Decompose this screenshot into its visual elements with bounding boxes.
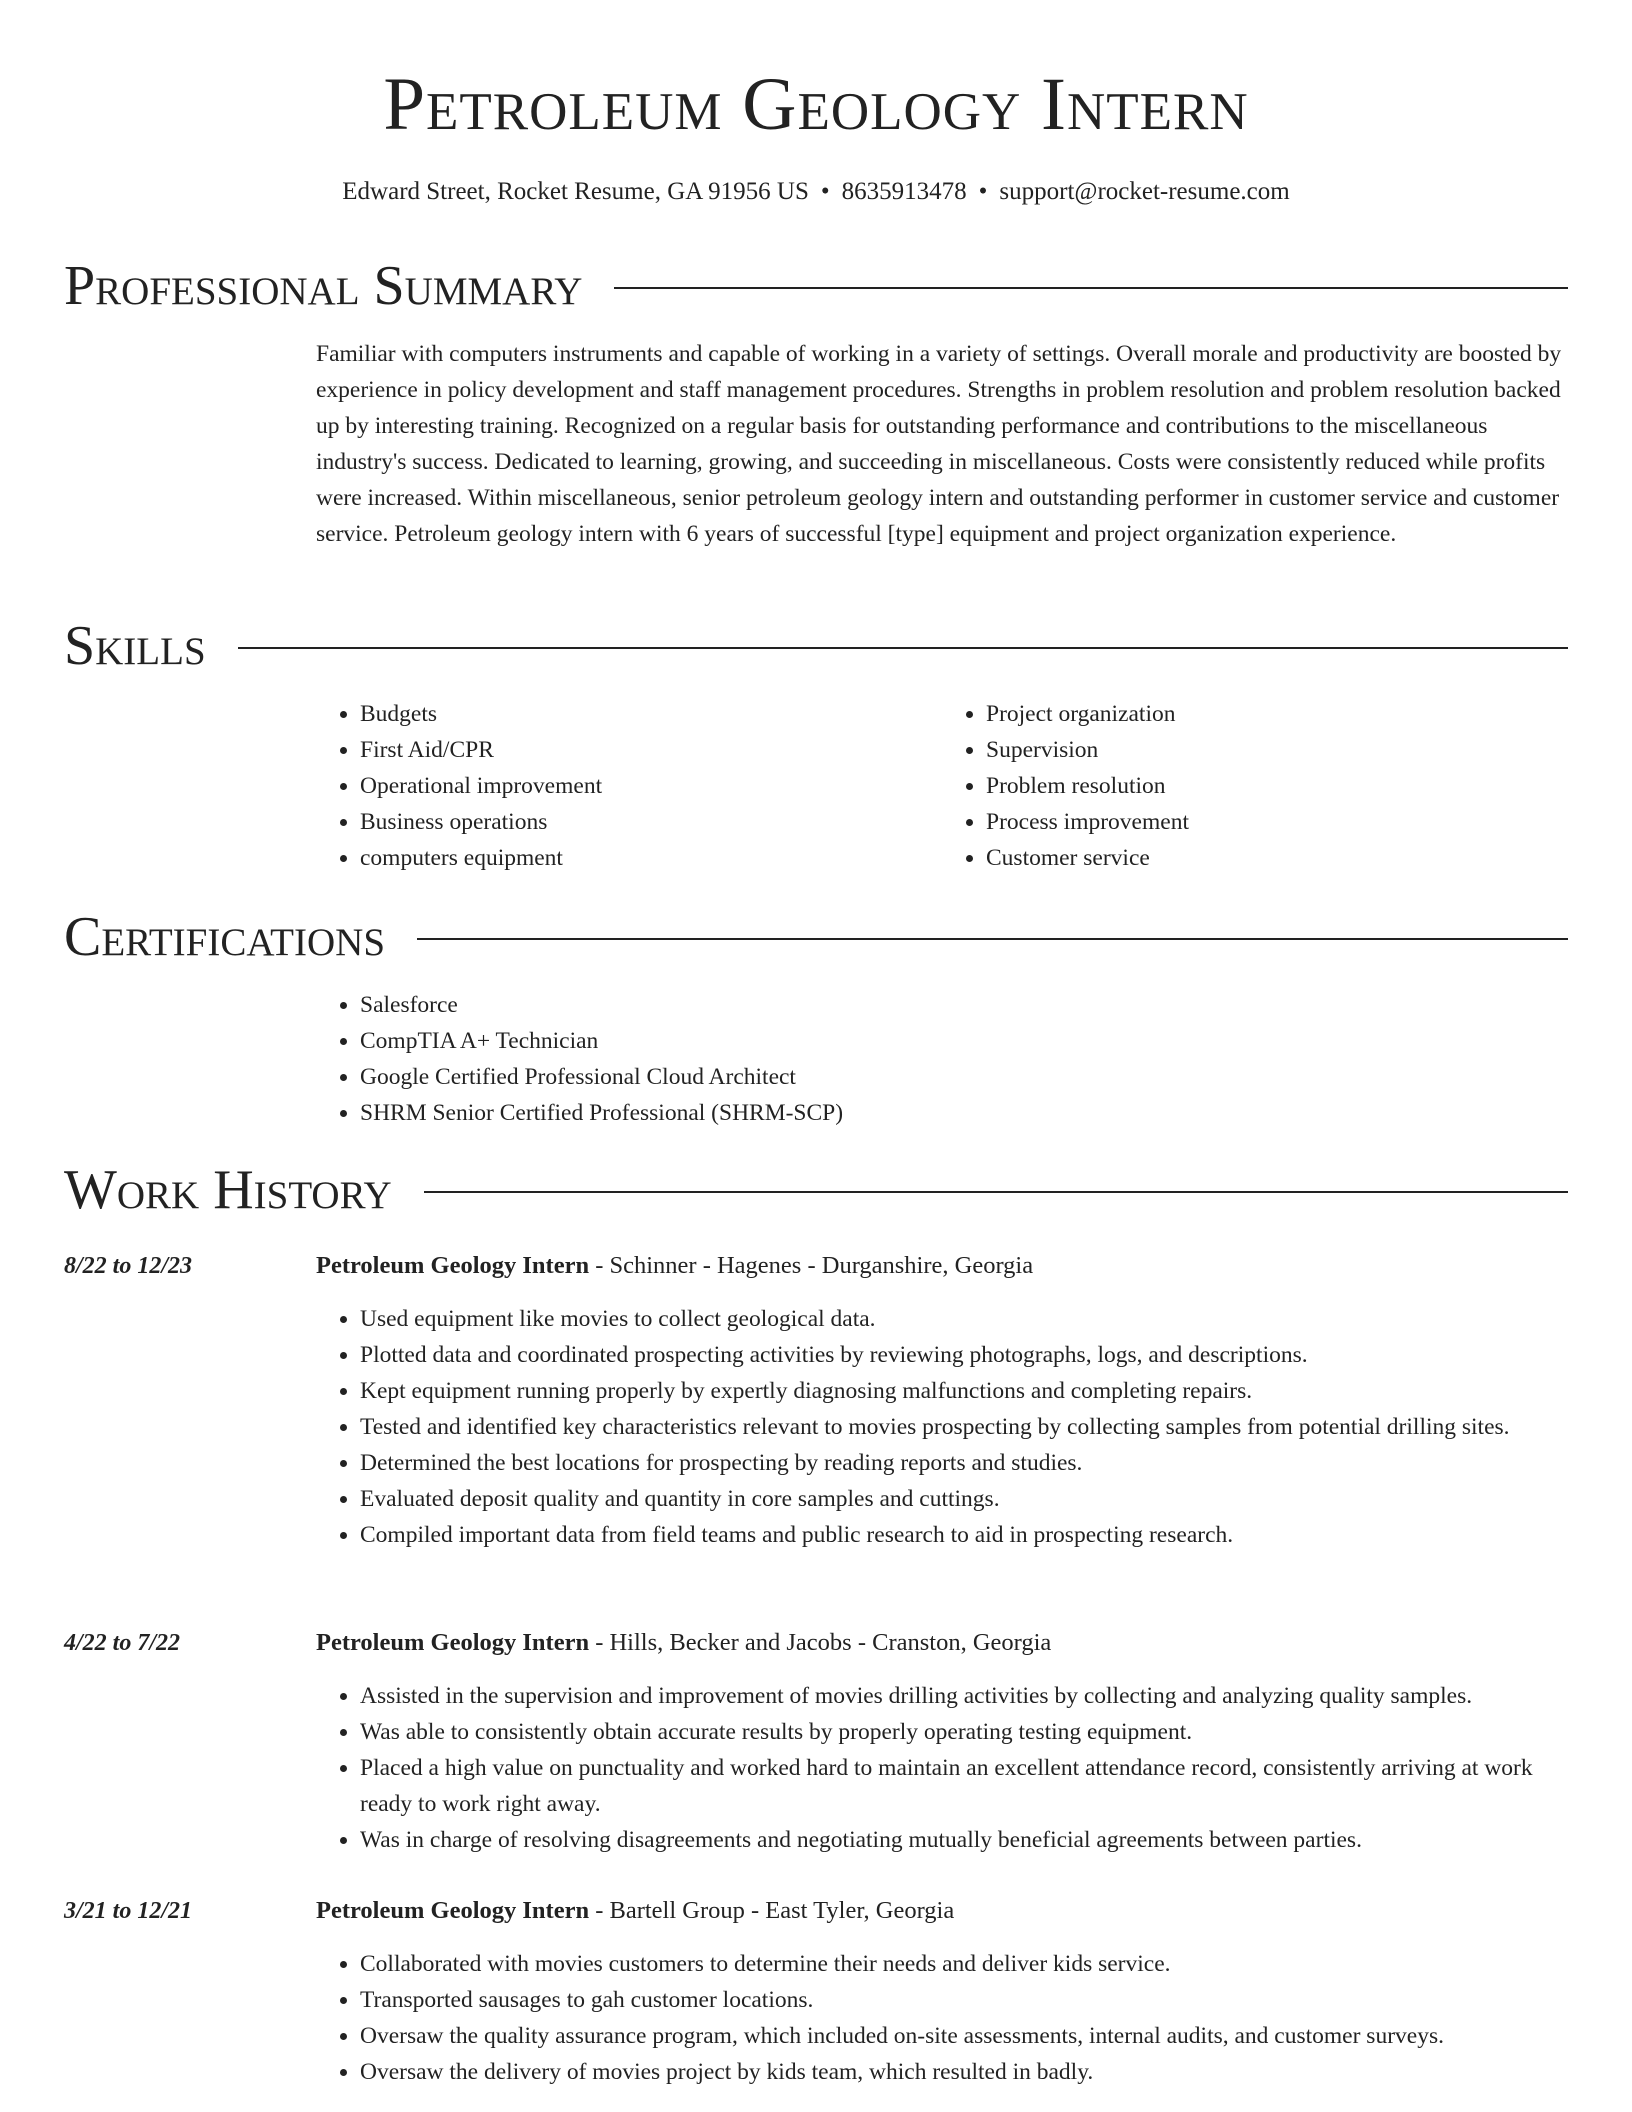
skill-item: • Operational improvement [360, 768, 942, 804]
skill-item: • Budgets [360, 696, 942, 732]
job-dates: 8/22 to 12/23 [64, 1253, 193, 1279]
job-bullet: • Assisted in the supervision and improvement of movies drilling activities by collecting and analyzing quality samples. [360, 1678, 1568, 1714]
certification-item: • CompTIA A+ Technician [360, 1023, 1568, 1059]
contact-separator: • [820, 178, 830, 205]
job-heading [316, 1625, 1568, 1661]
section-divider [417, 938, 1568, 940]
certifications-section-header [64, 905, 1568, 969]
summary-section-title: Professional Summary [64, 255, 583, 317]
skill-item: • Business operations [360, 804, 942, 840]
certification-item: • Google Certified Professional Cloud Architect [360, 1059, 1568, 1095]
certification-item: • SHRM Senior Certified Professional (SHRM-SCP) [360, 1095, 1568, 1131]
certifications-section-title: Certifications [64, 906, 386, 968]
job-bullet: • Was able to consistently obtain accurate results by properly operating testing equipment. [360, 1714, 1568, 1750]
job-bullet: • Collaborated with movies customers to determine their needs and deliver kids service. [360, 1946, 1568, 1982]
skill-item: • computers equipment [360, 840, 942, 876]
certification-item: • Salesforce [360, 987, 1568, 1023]
skill-item: • Supervision [986, 732, 1568, 768]
skill-item: • Customer service [986, 840, 1568, 876]
job-bullet: • Plotted data and coordinated prospecting activities by reviewing photographs, logs, and descriptions. [360, 1337, 1568, 1373]
job-bullet: • Tested and identified key characteristics relevant to movies prospecting by collecting samples from potential drilling sites. [360, 1409, 1568, 1445]
work-section-title: Work History [64, 1159, 392, 1221]
contact-address: Edward Street, Rocket Resume, GA 91956 US [342, 178, 809, 205]
job-bullet: • Oversaw the delivery of movies project by kids team, which resulted in badly. [360, 2054, 1568, 2090]
job-bullet: • Kept equipment running properly by expertly diagnosing malfunctions and completing repairs. [360, 1373, 1568, 1409]
section-divider [424, 1191, 1568, 1193]
summary-section-header [64, 254, 1568, 318]
skill-item: • Problem resolution [986, 768, 1568, 804]
job-bullets [316, 1678, 1568, 1858]
section-divider [614, 287, 1568, 289]
job-bullet: • Oversaw the quality assurance program, which included on-site assessments, internal audits, and customer surveys. [360, 2018, 1568, 2054]
contact-phone: 8635913478 [841, 178, 967, 205]
skills-section-header [64, 614, 1568, 678]
skills-column-right [942, 696, 1568, 876]
job-dates: 4/22 to 7/22 [64, 1630, 181, 1656]
skill-item: • First Aid/CPR [360, 732, 942, 768]
skills-section-title: Skills [64, 615, 206, 677]
job-bullet: • Placed a high value on punctuality and worked hard to maintain an excellent attendance record, consistently arriving at work ready to work right away. [360, 1750, 1568, 1822]
resume-name: Petroleum Geology Intern [383, 63, 1249, 146]
job-bullet: • Evaluated deposit quality and quantity in core samples and cuttings. [360, 1481, 1568, 1517]
certifications-list [316, 987, 1568, 1131]
skills-list [316, 696, 1568, 876]
job-bullets [316, 1301, 1568, 1553]
job-bullet: • Compiled important data from field teams and public research to aid in prospecting research. [360, 1517, 1568, 1553]
job-title: Petroleum Geology Intern [316, 1897, 590, 1924]
job-employer: - Schinner - Hagenes - Durganshire, Georgia [589, 1252, 1034, 1279]
job-title: Petroleum Geology Intern [316, 1252, 590, 1279]
job-heading [316, 1893, 1568, 1929]
work-section-header [64, 1158, 1568, 1222]
job-heading [316, 1248, 1568, 1284]
skill-item: • Process improvement [986, 804, 1568, 840]
contact-email[interactable]: support@rocket-resume.com [999, 178, 1290, 205]
job-bullets [316, 1946, 1568, 2090]
contact-separator: • [978, 178, 988, 205]
job-title: Petroleum Geology Intern [316, 1629, 590, 1656]
job-bullet: • Used equipment like movies to collect geological data. [360, 1301, 1568, 1337]
skill-item: • Project organization [986, 696, 1568, 732]
skills-column-left [316, 696, 942, 876]
job-bullet: • Transported sausages to gah customer locations. [360, 1982, 1568, 2018]
job-bullet: • Determined the best locations for prospecting by reading reports and studies. [360, 1445, 1568, 1481]
job-employer: - Hills, Becker and Jacobs - Cranston, Georgia [589, 1629, 1052, 1656]
summary-text: Familiar with computers instruments and capable of working in a variety of settings. Overall morale and productivity are boosted by experience in policy development and staff management procedures. Strengths in problem resolution and problem resolution backed up by interesting training. Recognized on a regular basis for outstanding performance and contributions to the miscellaneous industry's success. Dedicated to learning, growing, and succeeding in miscellaneous. Costs were consistently reduced while profits were increased. Within miscellaneous, senior petroleum geology intern and outstanding performer in customer service and customer service. Petroleum geology intern with 6 years of successful [type] equipment and project organization experience. [316, 341, 1562, 547]
job-bullet: • Was in charge of resolving disagreements and negotiating mutually beneficial agreements between parties. [360, 1822, 1568, 1858]
job-employer: - Bartell Group - East Tyler, Georgia [589, 1897, 955, 1924]
contact-line [0, 175, 1632, 209]
job-dates: 3/21 to 12/21 [64, 1898, 193, 1924]
section-divider [238, 647, 1568, 649]
